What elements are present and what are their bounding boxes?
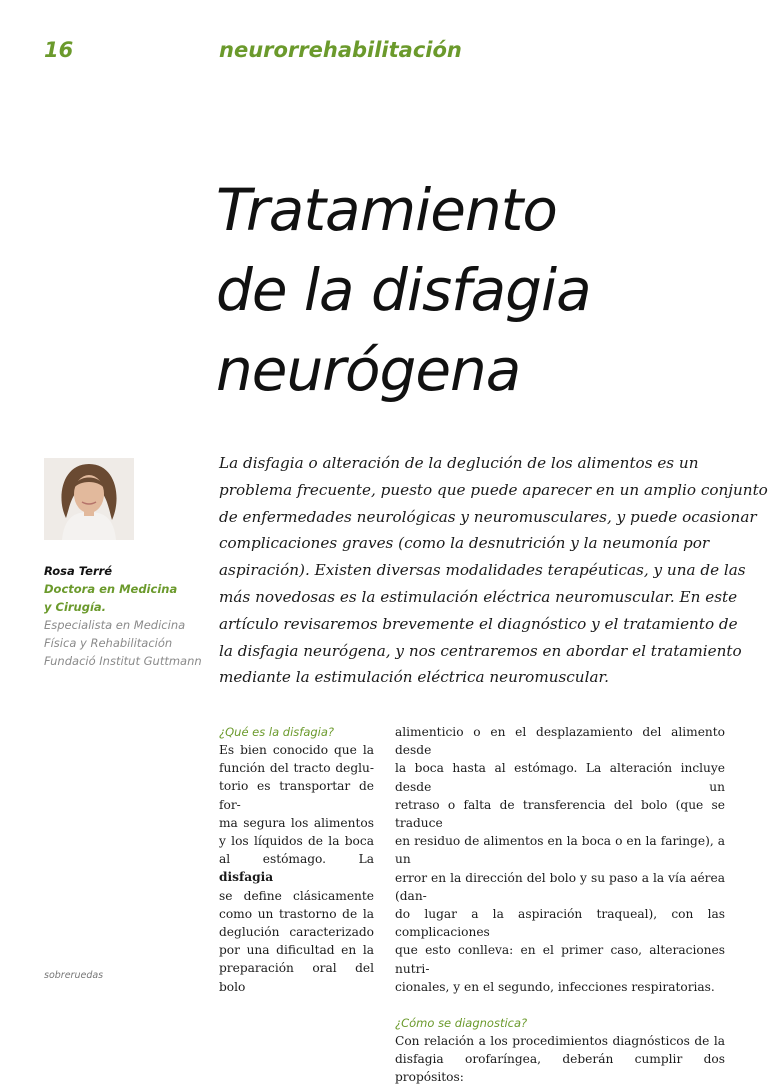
author-degree: y Cirugía. [44, 600, 107, 614]
body-line: se define clásicamente [219, 888, 374, 903]
page-number: 16 [44, 38, 74, 62]
body-line: que esto conlleva: en el primer caso, alteraciones nutri- [395, 943, 725, 976]
body-column-1 [219, 723, 374, 996]
lead-line: de enfermedades neurológicas y neuromusculares, y puede ocasionar [219, 507, 757, 526]
body-line [219, 850, 374, 886]
lead-line: artículo revisaremos brevemente el diagnóstico y el tratamiento de [219, 614, 738, 633]
section-title: neurorrehabilitación [219, 38, 462, 62]
body-line: función del tracto deglu- [219, 761, 374, 776]
body-line: por una dificultad en la [219, 943, 374, 958]
body-line: do lugar a la aspiración traqueal), con las complicaciones [395, 907, 725, 940]
title-line: neurógena [216, 336, 521, 404]
body-line: Es bien conocido que la [219, 743, 374, 757]
body-line: y los líquidos de la boca [219, 834, 374, 849]
lead-line: La disfagia o alteración de la deglución de los alimentos es un [219, 454, 699, 472]
author-photo [44, 458, 134, 540]
author-affiliation: Física y Rehabilitación [44, 636, 173, 650]
body-column-2 [395, 723, 725, 1087]
body-line: la boca hasta al estómago. La alteración incluye desde un [395, 761, 725, 794]
body-line: disfagia orofaríngea, deberán cumplir dos propósitos: [395, 1052, 725, 1085]
bold-term: disfagia [219, 870, 274, 885]
lead-line: aspiración). Existen diversas modalidades terapéuticas, y una de las [219, 561, 746, 580]
footer-magazine-name: sobreruedas [44, 970, 104, 981]
subhead-what-is: ¿Qué es la disfagia? [219, 725, 335, 739]
author-name: Rosa Terré [44, 564, 113, 578]
subhead-diagnosis: ¿Cómo se diagnostica? [395, 1016, 528, 1031]
body-line: preparación oral del bolo [219, 961, 374, 994]
body-line: Con relación a los procedimientos diagnósticos de la [395, 1034, 725, 1049]
author-degree: Doctora en Medicina [44, 582, 178, 596]
body-line: en residuo de alimentos en la boca o en la faringe), a un [395, 834, 725, 867]
lead-paragraph [219, 450, 768, 691]
body-line: retraso o falta de transferencia del bolo (que se traduce [395, 797, 725, 831]
body-line: cionales, y en el segundo, infecciones respiratorias. [395, 979, 715, 994]
body-line: deglución caracterizado [219, 925, 374, 940]
lead-line: mediante la estimulación eléctrica neuromuscular. [219, 668, 609, 687]
title-line: de la disfagia [216, 256, 591, 324]
author-info [44, 562, 204, 670]
body-text: al estómago. La [219, 852, 374, 867]
body-line: error en la dirección del bolo y su paso a la vía aérea (dan- [395, 870, 725, 903]
author-affiliation: Especialista en Medicina [44, 618, 186, 632]
lead-line: la disfagia neurógena, y nos centraremos en abordar el tratamiento [219, 641, 742, 660]
body-line: torio es transportar de for- [219, 779, 374, 812]
body-line: como un trastorno de la [219, 906, 374, 921]
author-affiliation: Fundació Institut Guttmann [44, 654, 202, 668]
title-line: Tratamiento [216, 176, 557, 244]
lead-line: problema frecuente, puesto que puede aparecer en un amplio conjunto [219, 480, 768, 499]
body-line: alimenticio o en el desplazamiento del alimento desde [395, 725, 725, 758]
spacer [395, 996, 725, 1014]
author-portrait-icon [44, 458, 134, 540]
lead-line: más novedosas es la estimulación eléctrica neuromuscular. En este [219, 587, 738, 606]
lead-line: complicaciones graves (como la desnutrición y la neumonía por [219, 534, 710, 553]
article-title [216, 170, 756, 410]
body-line: ma segura los alimentos [219, 815, 374, 830]
